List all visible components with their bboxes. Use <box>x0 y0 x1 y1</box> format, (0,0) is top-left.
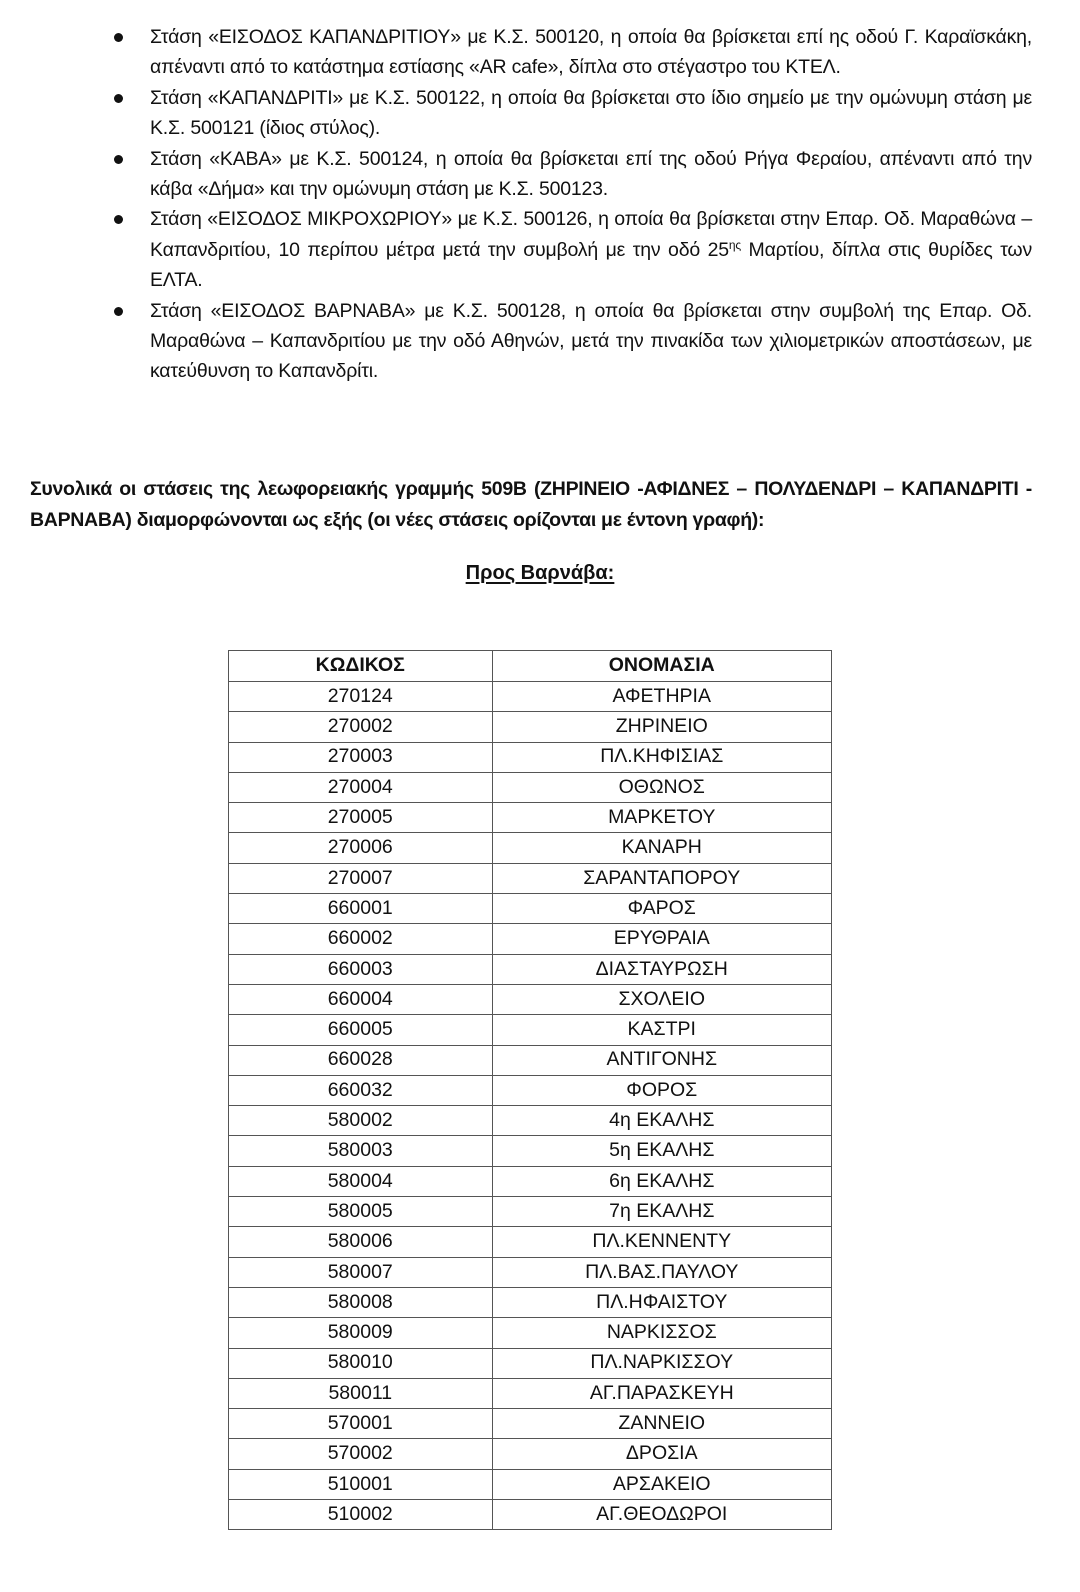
table-row <box>229 954 832 984</box>
stop-code-cell: 570001 <box>229 1409 493 1439</box>
table-row <box>229 1257 832 1287</box>
stop-name-cell: ΑΓ.ΠΑΡΑΣΚΕΥΗ <box>492 1378 832 1408</box>
stop-code-cell: 270004 <box>229 772 493 802</box>
stop-name-cell: ΔΙΑΣΤΑΥΡΩΣΗ <box>492 954 832 984</box>
stop-name-cell: ΟΘΩΝΟΣ <box>492 772 832 802</box>
column-header-code: ΚΩΔΙΚΟΣ <box>229 651 493 682</box>
bullet-icon <box>114 33 123 42</box>
stop-code-cell: 270007 <box>229 863 493 893</box>
stop-code-cell: 510002 <box>229 1500 493 1530</box>
stop-name-cell: ΦΑΡΟΣ <box>492 894 832 924</box>
stop-code-cell: 510001 <box>229 1469 493 1499</box>
stop-name-cell: ΠΛ.ΒΑΣ.ΠΑΥΛΟΥ <box>492 1257 832 1287</box>
stop-name-cell: ΜΑΡΚΕΤΟΥ <box>492 803 832 833</box>
list-item-text: Στάση «ΕΙΣΟΔΟΣ ΚΑΠΑΝΔΡΙΤΙΟΥ» με Κ.Σ. 500120, η οποία θα βρίσκεται επί ης οδού Γ. Καραϊσκάκη, απέναντι από το κατάστημα εστίασης «AR cafe», δίπλα στο στέγαστρο του ΚΤΕΛ. <box>150 26 1032 79</box>
route-summary-paragraph: Συνολικά οι στάσεις της λεωφορειακής γραμμής 509Β (ΖΗΡΙΝΕΙΟ -ΑΦΙΔΝΕΣ – ΠΟΛΥΔΕΝΔΡΙ – ΚΑΠΑΝΔΡΙΤΙ - ΒΑΡΝΑΒΑ) διαμορφώνονται ως εξής (οι νέες στάσεις ορίζονται με έντονη γραφή): <box>30 478 1032 531</box>
new-stops-list <box>110 22 1032 387</box>
stop-code-cell: 660001 <box>229 894 493 924</box>
table-row <box>229 682 832 712</box>
ordinal-superscript: ης <box>728 237 741 252</box>
bullet-icon <box>114 215 123 224</box>
stop-name-cell: ΠΛ.ΗΦΑΙΣΤΟΥ <box>492 1287 832 1317</box>
list-item-text: Μαρτίου, δίπλα στις θυρίδες των ΕΛΤΑ. <box>150 238 1032 292</box>
list-item-text: Στάση «ΕΙΣΟΔΟΣ ΜΙΚΡΟΧΩΡΙΟΥ» με Κ.Σ. 500126, η οποία θα βρίσκεται στην Επαρ. Οδ. Μαραθώνα – Καπανδριτίου, 10 περίπου μέτρα μετά την συμβολή με την οδό 25 <box>150 208 1032 261</box>
list-item-text: Στάση «ΚΑΠΑΝΔΡΙΤΙ» με Κ.Σ. 500122, η οποία θα βρίσκεται στο ίδιο σημείο με την ομώνυμη στάση με Κ.Σ. 500121 (ίδιος στύλος). <box>150 86 1032 140</box>
stop-code-cell: 660004 <box>229 984 493 1014</box>
stop-code-cell: 580005 <box>229 1197 493 1227</box>
stop-name-cell: ΑΦΕΤΗΡΙΑ <box>492 682 832 712</box>
table-row <box>229 1378 832 1408</box>
stop-name-cell: ΑΝΤΙΓΟΝΗΣ <box>492 1045 832 1075</box>
direction-heading <box>0 562 1080 585</box>
stop-code-cell: 580002 <box>229 1106 493 1136</box>
stop-name-cell: ΦΟΡΟΣ <box>492 1075 832 1105</box>
list-item <box>110 83 1032 144</box>
stop-code-cell: 270002 <box>229 712 493 742</box>
table-row <box>229 1318 832 1348</box>
stop-code-cell: 580011 <box>229 1378 493 1408</box>
stop-name-cell: ΠΛ.ΚΗΦΙΣΙΑΣ <box>492 742 832 772</box>
bullet-icon <box>114 94 123 103</box>
list-item-text: Στάση «ΕΙΣΟΔΟΣ ΒΑΡΝΑΒΑ» με Κ.Σ. 500128, η οποία θα βρίσκεται στην συμβολή της Επαρ. Οδ. Μαραθώνα – Καπανδριτίου με την οδό Αθηνών, μετά την πινακίδα των χιλιομετρικών αποστάσεων, με κατεύθυνση το Καπανδρίτι. <box>150 299 1032 383</box>
stop-name-cell: ΝΑΡΚΙΣΣΟΣ <box>492 1318 832 1348</box>
stop-name-cell: 5η ΕΚΑΛΗΣ <box>492 1136 832 1166</box>
stop-code-cell: 660003 <box>229 954 493 984</box>
table-row <box>229 833 832 863</box>
table-row <box>229 772 832 802</box>
stop-name-cell: ΕΡΥΘΡΑΙΑ <box>492 924 832 954</box>
stop-code-cell: 580009 <box>229 1318 493 1348</box>
stop-name-cell: ΚΑΝΑΡΗ <box>492 833 832 863</box>
list-item <box>110 144 1032 205</box>
stop-name-cell: ΖΗΡΙΝΕΙΟ <box>492 712 832 742</box>
list-item <box>110 22 1032 83</box>
stop-code-cell: 580004 <box>229 1166 493 1196</box>
bullet-icon <box>114 155 123 164</box>
column-header-name: ΟΝΟΜΑΣΙΑ <box>492 651 832 682</box>
table-row <box>229 1015 832 1045</box>
table-row <box>229 1409 832 1439</box>
stop-code-cell: 580008 <box>229 1287 493 1317</box>
table-row <box>229 924 832 954</box>
table-row <box>229 1075 832 1105</box>
stop-name-cell: ΖΑΝΝΕΙΟ <box>492 1409 832 1439</box>
stop-code-cell: 270006 <box>229 833 493 863</box>
stop-name-cell: 6η ΕΚΑΛΗΣ <box>492 1166 832 1196</box>
table-row <box>229 1197 832 1227</box>
stop-code-cell: 270003 <box>229 742 493 772</box>
table-row <box>229 712 832 742</box>
stop-code-cell: 270005 <box>229 803 493 833</box>
stop-name-cell: ΑΡΣΑΚΕΙΟ <box>492 1469 832 1499</box>
table-row <box>229 1348 832 1378</box>
list-item <box>110 204 1032 295</box>
list-item-text: Στάση «ΚΑΒΑ» με Κ.Σ. 500124, η οποία θα βρίσκεται επί της οδού Ρήγα Φεραίου, απέναντι από την κάβα «Δήμα» και την ομώνυμη στάση με Κ.Σ. 500123. <box>150 147 1032 201</box>
table-row <box>229 1469 832 1499</box>
stop-name-cell: ΣΑΡΑΝΤΑΠΟΡΟΥ <box>492 863 832 893</box>
table-row <box>229 1287 832 1317</box>
table-row <box>229 1439 832 1469</box>
stop-name-cell: ΔΡΟΣΙΑ <box>492 1439 832 1469</box>
table-row <box>229 984 832 1014</box>
stop-code-cell: 270124 <box>229 682 493 712</box>
table-row <box>229 1136 832 1166</box>
stop-name-cell: ΚΑΣΤΡΙ <box>492 1015 832 1045</box>
stop-code-cell: 580006 <box>229 1227 493 1257</box>
stops-table-body <box>229 682 832 1530</box>
bullet-icon <box>114 307 123 316</box>
stop-code-cell: 570002 <box>229 1439 493 1469</box>
table-row <box>229 894 832 924</box>
table-row <box>229 1227 832 1257</box>
stop-name-cell: 7η ΕΚΑΛΗΣ <box>492 1197 832 1227</box>
direction-heading-text: Προς Βαρνάβα: <box>465 562 615 584</box>
table-row <box>229 1500 832 1530</box>
stop-name-cell: 4η ΕΚΑΛΗΣ <box>492 1106 832 1136</box>
table-row <box>229 803 832 833</box>
stop-name-cell: ΣΧΟΛΕΙΟ <box>492 984 832 1014</box>
table-row <box>229 1045 832 1075</box>
table-row <box>229 863 832 893</box>
table-row <box>229 742 832 772</box>
table-header-row <box>229 651 832 682</box>
stops-table <box>228 650 832 1530</box>
stop-name-cell: ΠΛ.ΚΕΝΝΕΝΤΥ <box>492 1227 832 1257</box>
list-item <box>110 296 1032 387</box>
stop-code-cell: 660032 <box>229 1075 493 1105</box>
stop-code-cell: 580007 <box>229 1257 493 1287</box>
stop-code-cell: 580010 <box>229 1348 493 1378</box>
stop-name-cell: ΑΓ.ΘΕΟΔΩΡΟΙ <box>492 1500 832 1530</box>
stop-code-cell: 660028 <box>229 1045 493 1075</box>
stop-code-cell: 660005 <box>229 1015 493 1045</box>
table-row <box>229 1166 832 1196</box>
stop-code-cell: 580003 <box>229 1136 493 1166</box>
stop-name-cell: ΠΛ.ΝΑΡΚΙΣΣΟΥ <box>492 1348 832 1378</box>
table-row <box>229 1106 832 1136</box>
stop-code-cell: 660002 <box>229 924 493 954</box>
